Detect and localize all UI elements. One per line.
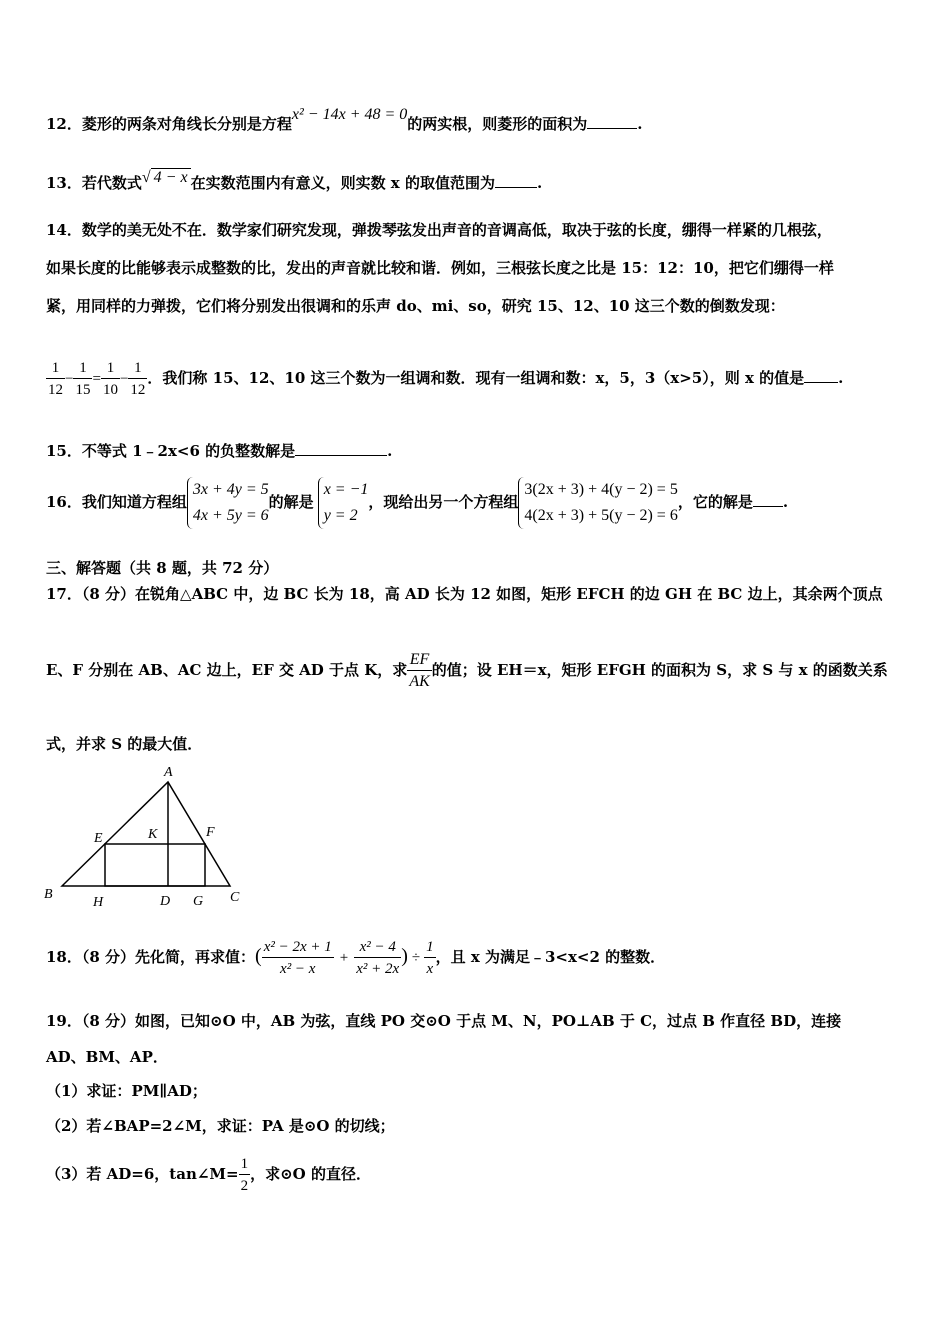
q19-part-1: （1）求证：PM∥AD； (46, 1082, 207, 1100)
q19-part3-b: ，求⊙O 的直径． (250, 1165, 371, 1183)
q16-sys1-eq1: 3x + 4y = 5 (192, 481, 269, 498)
question-13 (46, 169, 543, 194)
label-h: H (93, 895, 104, 910)
q14-line4-text: ．我们称 15、12、10 这三个数为一组调和数．现有一组调和数：x，5，3（x>5），则 x 的值是 (147, 369, 805, 387)
q16-text-d: ，它的解是 (677, 493, 753, 511)
q16-sol-eq1: x = −1 (323, 481, 369, 498)
q16-system-1 (187, 477, 269, 529)
q17-line2-b: 的值；设 EH＝x，矩形 EFGH 的面积为 S，求 S 与 x 的函数关系 (431, 661, 888, 679)
question-16 (46, 472, 788, 532)
q19-part-2: （2）若∠BAP=2∠M，求证：PA 是⊙O 的切线； (46, 1117, 395, 1135)
q18-frac1-num: x² − 2x + 1 (262, 937, 334, 958)
q14-frac2-num: 1 (73, 358, 92, 379)
q16-text-c: ，现给出另一个方程组 (368, 493, 519, 511)
q13-answer-blank (495, 173, 537, 188)
q17-line2-a: E、F 分别在 AB、AC 边上，EF 交 AD 于点 K，求 (46, 661, 408, 679)
q18-divide: ÷ (411, 950, 421, 966)
q14-answer-blank (804, 368, 838, 383)
q17-fraction (407, 650, 431, 693)
q18-text-b: ，且 x 为满足﹣3<x<2 的整数． (435, 948, 666, 966)
q13-radicand: 4 − x (151, 168, 191, 186)
q12-answer-blank (587, 114, 637, 129)
q16-sys1-eq2: 4x + 5y = 6 (192, 507, 269, 524)
q12-equation: x² − 14x + 48 = 0 (291, 106, 408, 123)
q16-text-a: 16．我们知道方程组 (46, 493, 187, 511)
question-15 (46, 441, 392, 461)
q14-op1: − (65, 371, 74, 387)
q14-frac3-den: 10 (102, 381, 118, 398)
q13-end: . (536, 174, 543, 192)
q14-frac1-den: 12 (48, 381, 63, 398)
q16-solution (318, 477, 369, 529)
q19-line-2: AD、BM、AP． (46, 1048, 168, 1066)
q15-answer-blank (295, 441, 387, 456)
q17-triangle-figure (40, 758, 260, 913)
q18-frac3-num: 1 (424, 937, 436, 958)
label-g: G (193, 894, 204, 909)
q14-frac3-num: 1 (101, 358, 120, 379)
question-18 (46, 928, 665, 986)
q13-text-a: 若代数式 (81, 174, 142, 192)
q15-end: . (387, 442, 393, 460)
q17-frac-den: AK (409, 672, 430, 690)
q18-frac2-num: x² − 4 (354, 937, 401, 958)
q14-fraction-4 (128, 358, 147, 401)
q16-sol-eq2: y = 2 (323, 507, 358, 524)
q19-part-3 (46, 1150, 371, 1198)
q16-answer-blank (753, 492, 783, 507)
q15-text: 15．不等式 1﹣2x<6 的负整数解是 (46, 442, 296, 460)
q14-line-4 (46, 354, 843, 403)
q16-sys2-eq2: 4(2x + 3) + 5(y − 2) = 6 (524, 507, 678, 524)
label-e: E (94, 831, 103, 846)
section-3-title: 三、解答题（共 8 题，共 72 分） (46, 559, 279, 577)
q19-part3-a: （3）若 AD=6，tan∠M= (46, 1165, 239, 1183)
q18-text-a: 18．（8 分）先化简，再求值： (46, 948, 256, 966)
q18-close-paren: ) (401, 945, 408, 967)
q14-op2: − (119, 371, 129, 387)
q16-text-b: 的解是 (268, 493, 314, 511)
q19-fraction (239, 1154, 251, 1197)
q12-end: . (637, 115, 643, 133)
label-d: D (160, 894, 171, 909)
q14-frac4-num: 1 (128, 358, 147, 379)
q13-text-b: 在实数范围内有意义，则实数 x 的取值范围为 (190, 174, 495, 192)
q18-open-paren: ( (255, 945, 262, 967)
q18-frac3-den: x (426, 960, 434, 977)
q13-sqrt-expression: √ 4 − x (142, 168, 191, 188)
q17-line-3: 式，并求 S 的最大值． (46, 735, 203, 753)
q17-line-1: 17．（8 分）在锐角△ABC 中，边 BC 长为 18，高 AD 长为 12 如图，矩形 EFCH 的边 GH 在 BC 边上，其余两个顶点 (46, 585, 883, 603)
label-b: B (44, 887, 53, 902)
q14-frac4-den: 12 (130, 381, 146, 398)
q14-end: . (838, 369, 844, 387)
q12-text-a: 菱形的两条对角线长分别是方程 (81, 115, 292, 133)
label-f: F (206, 825, 215, 840)
q18-frac1-den: x² − x (280, 960, 316, 977)
q19-frac-den: 2 (240, 1177, 249, 1194)
q14-line-2: 如果长度的比能够表示成整数的比，发出的声音就比较和谐．例如，三根弦长度之比是 15：12：10，把它们绷得一样 (46, 259, 834, 277)
q14-fraction-1 (46, 358, 65, 401)
q14-frac1-num: 1 (46, 358, 65, 379)
q14-line-3: 紧，用同样的力弹拨，它们将分别发出很调和的乐声 do、mi、so，研究 15、12、10 这三个数的倒数发现： (46, 297, 785, 315)
q18-fraction-2 (354, 937, 401, 980)
q17-line-2 (46, 646, 888, 694)
q17-frac-num: EF (407, 650, 431, 671)
label-a: A (164, 765, 173, 780)
q14-line-1: 14．数学的美无处不在．数学家们研究发现，弹拨琴弦发出声音的音调高低，取决于弦的长度，绷得一样紧的几根弦， (46, 221, 832, 239)
q14-fraction-3 (101, 358, 120, 401)
q18-frac2-den: x² + 2x (356, 960, 400, 977)
q12-text-b: 的两实根，则菱形的面积为 (407, 115, 588, 133)
q14-frac2-den: 15 (75, 381, 91, 398)
rectangle-efgh (105, 844, 205, 886)
q18-plus: + (339, 950, 349, 966)
q13-number: 13． (46, 174, 82, 192)
q16-sys2-eq1: 3(2x + 3) + 4(y − 2) = 5 (524, 481, 678, 498)
q12-number: 12． (46, 115, 82, 133)
q19-frac-num: 1 (239, 1154, 251, 1175)
q14-eq: = (92, 371, 101, 387)
q18-fraction-1 (262, 937, 334, 980)
q16-system-2 (518, 477, 677, 529)
label-k: K (148, 827, 158, 842)
q19-line-1: 19．（8 分）如图，已知⊙O 中，AB 为弦，直线 PO 交⊙O 于点 M、N，PO⊥AB 于 C，过点 B 作直径 BD，连接 (46, 1012, 842, 1030)
q14-fraction-2 (73, 358, 92, 401)
label-c: C (230, 890, 240, 905)
question-12 (46, 106, 643, 135)
q18-fraction-3 (424, 937, 436, 980)
q16-end: . (782, 493, 789, 511)
